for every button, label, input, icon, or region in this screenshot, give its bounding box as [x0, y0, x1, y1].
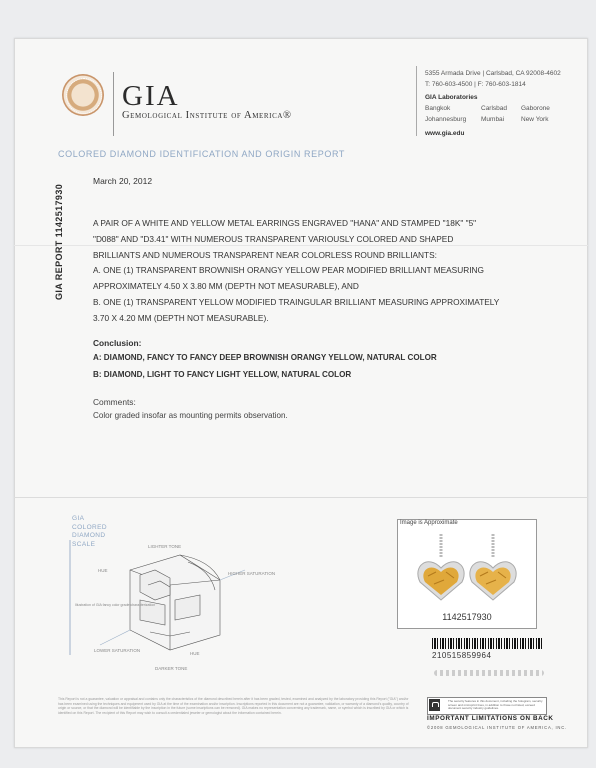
- earring-right: [470, 534, 516, 600]
- address-divider: [416, 66, 417, 136]
- comments-heading: Comments:: [93, 397, 136, 407]
- fine-print: This Report is not a guarantee, valuation or appraisal and contains only the characteristics of the diamond described herein after it has been graded, tested, examined and analyzed by the laboratory providing this Report ("GIA") and/or has been examined using the techniques and equipment used by GIA at the time of the examination and/or inscription. Inscriptions reported in this document are not a guarantee, validation, or warranty of a diamond's quality, country of origin or source, or that the diamond will be identifiable by the inscription in the future (some inscriptions can be removed). GIA makes no representation concerning any trademark, name, or symbol which is inscribed by GIA or which is identified on this Report. The recipient of this Report may wish to consult a credentialed jeweler or gemologist about the information contained herein.: [58, 697, 409, 715]
- institute-name: Gemological Institute of America®: [122, 110, 292, 121]
- lock-icon: [429, 699, 440, 711]
- conclusion-b: B: DIAMOND, LIGHT TO FANCY LIGHT YELLOW, NATURAL COLOR: [93, 369, 352, 379]
- city: New York: [521, 116, 549, 123]
- label-hue: HUE: [98, 568, 108, 573]
- label-side-note: Illustration of GIA fancy color grade characterization: [75, 603, 156, 607]
- scale-title-line: DIAMOND: [72, 532, 106, 539]
- scale-title-line: COLORED: [72, 523, 107, 531]
- color-scale-diagram: [60, 540, 290, 680]
- address-line: 5355 Armada Drive | Carlsbad, CA 92008-4602: [425, 70, 561, 77]
- conclusion: [93, 350, 437, 383]
- earring-left: [418, 534, 464, 600]
- label-lower-saturation: LOWER SATURATION: [94, 648, 141, 653]
- description-line: A PAIR OF A WHITE AND YELLOW METAL EARRINGS ENGRAVED "HANA" AND STAMPED "18K" "5": [93, 218, 477, 228]
- labs-heading: GIA Laboratories: [425, 94, 478, 101]
- website: www.gia.edu: [425, 130, 465, 137]
- fold-line: [14, 497, 588, 498]
- description-line: "D088" AND "D3.41" WITH NUMEROUS TRANSPARENT VARIOUSLY COLORED AND SHAPED: [93, 233, 454, 244]
- important-limitations: IMPORTANT LIMITATIONS ON BACK: [427, 715, 554, 722]
- conclusion-a: A: DIAMOND, FANCY TO FANCY DEEP BROWNISH ORANGY YELLOW, NATURAL COLOR: [93, 353, 437, 362]
- description-line: B. ONE (1) TRANSPARENT YELLOW MODIFIED TRAINGULAR BRILLIANT MEASURING APPROXIMATELY: [93, 296, 500, 307]
- description-line: 3.70 X 4.20 MM (DEPTH NOT MEASURABLE).: [93, 312, 269, 323]
- report-number-vertical: GIA REPORT 1142517930: [54, 183, 64, 300]
- seal-ring: [66, 78, 102, 114]
- city: Gaborone: [521, 105, 550, 112]
- report-title: COLORED DIAMOND IDENTIFICATION AND ORIGIN REPORT: [58, 149, 345, 159]
- security-microprint: [434, 670, 544, 676]
- city: Bangkok: [425, 105, 451, 112]
- image-report-number: 1142517930: [442, 612, 492, 622]
- city: Mumbai: [481, 116, 505, 123]
- conclusion-heading: Conclusion:: [93, 338, 142, 348]
- copyright: ©2008 GEMOLOGICAL INSTITUTE OF AMERICA, INC.: [427, 725, 568, 730]
- address-block: [425, 68, 561, 139]
- description: [93, 216, 523, 327]
- city: Johannesburg: [425, 116, 467, 123]
- comments-text: Color graded insofar as mounting permits observation.: [93, 411, 288, 420]
- label-higher-saturation: HIGHER SATURATION: [228, 571, 276, 576]
- axis-line: [100, 630, 130, 645]
- scale-title-line: GIA: [72, 515, 85, 522]
- description-line: BRILLIANTS AND NUMEROUS TRANSPARENT NEAR COLORLESS ROUND BRILLIANTS:: [93, 249, 437, 260]
- description-line: APPROXIMATELY 4.50 X 3.80 MM (DEPTH NOT MEASURABLE), AND: [93, 281, 359, 292]
- image-approx-label: Image is Approximate: [400, 520, 458, 526]
- gia-logo-text: GIA: [122, 80, 180, 112]
- label-lighter-tone: LIGHTER TONE: [148, 544, 182, 549]
- city-list: [425, 103, 561, 125]
- label-darker-tone: DARKER TONE: [155, 666, 188, 671]
- barcode-icon: [432, 638, 542, 649]
- description-line: A. ONE (1) TRANSPARENT BROWNISH ORANGY YELLOW PEAR MODIFIED BRILLIANT MEASURING: [93, 265, 484, 276]
- report-date: March 20, 2012: [93, 176, 153, 186]
- barcode-number: 210515859964: [432, 651, 492, 660]
- scale-title-line: SCALE: [72, 540, 96, 548]
- city: Carlsbad: [481, 105, 508, 112]
- logo-divider: [113, 72, 114, 136]
- phone-line: T: 760-603-4500 | F: 760-603-1814: [425, 81, 526, 88]
- security-text: The security features in this document, including the hologram, security screen and microprint lines, in addition to those not listed, exceed document security industry guidelines.: [448, 699, 543, 711]
- label-hue-bottom: HUE: [190, 651, 200, 656]
